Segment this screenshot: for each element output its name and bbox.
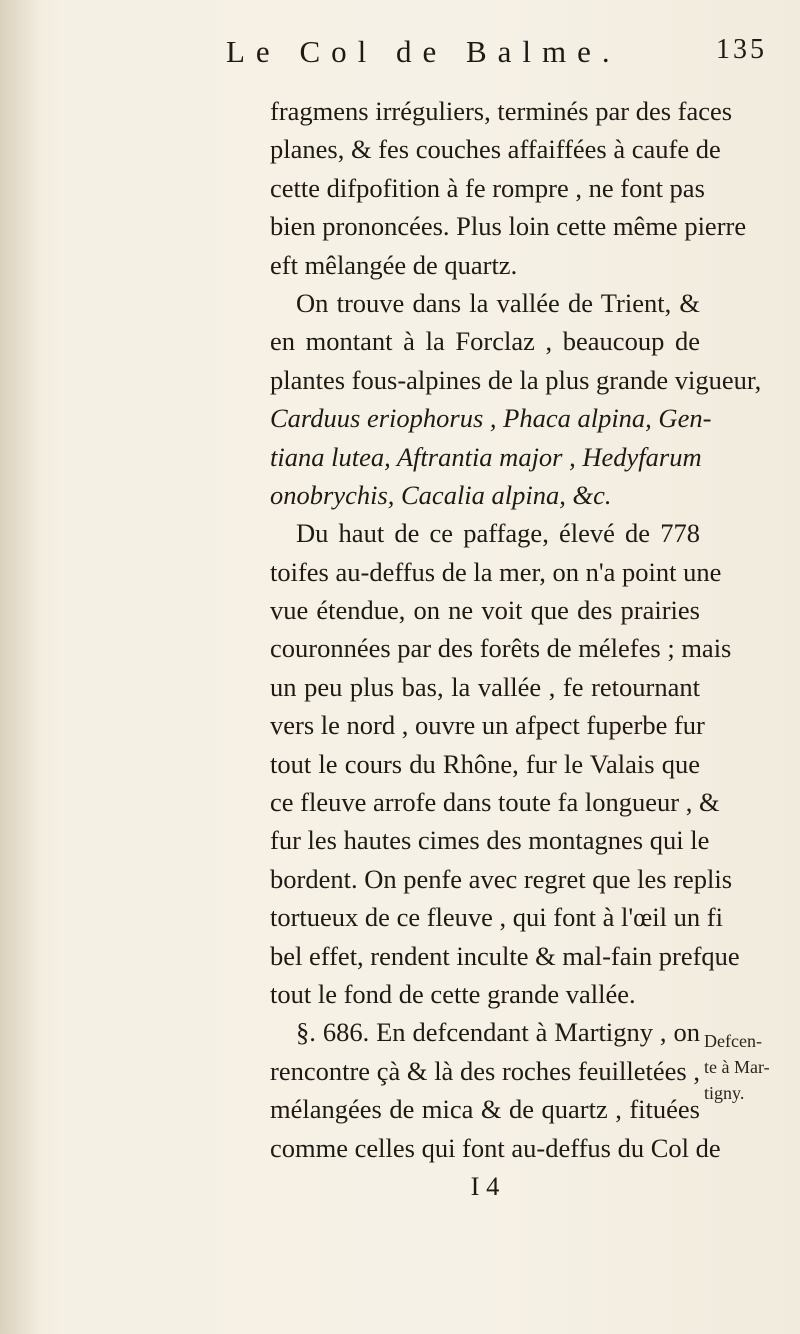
text-line: toifes au-deffus de la mer, on n'a point une [270, 556, 722, 587]
text-line: bel effet, rendent inculte & mal-fain prefque [270, 940, 740, 971]
text-line: tortueux de ce fleuve , qui font à l'œil un fi [270, 902, 723, 933]
text-line: plantes fous-alpines de la plus grande vigueur, [270, 364, 762, 395]
margin-note-line: tigny. [704, 1083, 745, 1103]
text-line: comme celles qui font au-deffus du Col de [270, 1132, 721, 1163]
text-line: cette difpofition à fe rompre , ne font pas [270, 172, 705, 203]
text-line: mélangées de mica & de quartz , fituées [270, 1094, 700, 1125]
margin-note-line: Defcen- [704, 1031, 762, 1051]
text-line: tout le cours du Rhône, fur le Valais que [270, 748, 700, 779]
margin-note [704, 1028, 800, 1106]
text-line: On trouve dans la vallée de Trient, & [296, 287, 700, 318]
text-line: §. 686. En defcendant à Martigny , on [296, 1017, 700, 1048]
running-head: Le Col de Balme. [226, 34, 621, 69]
spine-shadow [0, 0, 40, 1334]
text-line: Du haut de ce paffage, élevé de 778 [296, 518, 700, 549]
text-line: en montant à la Forclaz , beaucoup de [270, 326, 700, 357]
text-line: bien prononcées. Plus loin cette même pierre [270, 211, 747, 242]
page-number: 135 [716, 34, 767, 65]
text-line: fragmens irréguliers, terminés par des faces [270, 96, 733, 126]
text-line: ce fleuve arrofe dans toute fa longueur , & [270, 787, 720, 818]
signature-mark: I 4 [470, 1170, 500, 1201]
text-line: fur les hautes cimes des montagnes qui le [270, 825, 710, 856]
page-header [0, 34, 800, 74]
text-line-italic: Carduus eriophorus , Phaca alpina, Gen- [270, 403, 712, 434]
text-line: un peu plus bas, la vallée , fe retournant [270, 671, 700, 702]
text-line-italic: onobrychis, Cacalia alpina, &c. [270, 479, 612, 510]
text-line: vers le nord , ouvre un afpect fuperbe fur [270, 710, 705, 741]
text-line: vue étendue, on ne voit que des prairies [270, 595, 700, 626]
text-line: planes, & fes couches affaiffées à caufe de [270, 134, 721, 165]
text-line: rencontre çà & là des roches feuilletées , [270, 1055, 700, 1086]
margin-note-line: te à Mar- [704, 1057, 770, 1077]
text-line: eft mêlangée de quartz. [270, 249, 518, 280]
text-line: tout le fond de cette grande vallée. [270, 978, 636, 1009]
text-line: bordent. On penfe avec regret que les replis [270, 863, 733, 894]
text-line-italic: tiana lutea, Aftrantia major , Hedyfarum [270, 441, 702, 472]
text-line: couronnées par des forêts de mélefes ; mais [270, 633, 732, 664]
